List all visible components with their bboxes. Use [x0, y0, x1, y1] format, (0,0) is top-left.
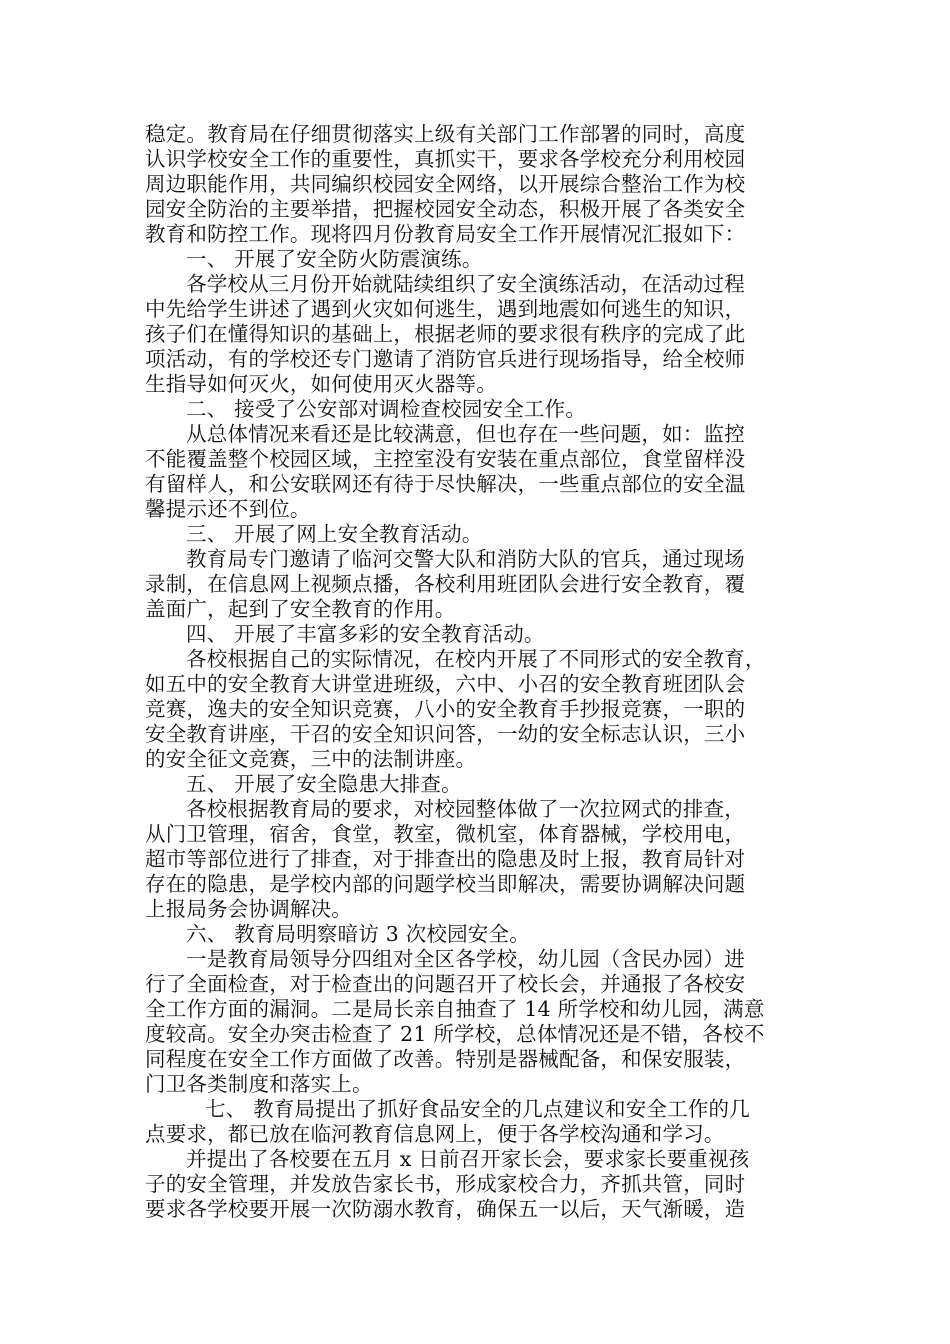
- text-line: 从门卫管理，宿舍，食堂，教室，微机室，体育器械，学校用电，: [145, 822, 746, 846]
- text-line: 三、 开展了网上安全教育活动。: [186, 522, 483, 546]
- text-line: 教育局专门邀请了临河交警大队和消防大队的官兵，通过现场: [186, 547, 745, 571]
- text-line: 中先给学生讲述了遇到火灾如何逃生，遇到地震如何逃生的知识，: [145, 297, 746, 321]
- text-line: 各校根据自己的实际情况，在校内开展了不同形式的安全教育，: [186, 647, 766, 671]
- text-line: 度较高。安全办突击检查了 21 所学校，总体情况还是不错，各校不: [145, 1022, 765, 1046]
- text-line: 如五中的安全教育大讲堂进班级，六中、小召的安全教育班团队会: [145, 672, 746, 696]
- text-line: 六、 教育局明察暗访 3 次校园安全。: [186, 922, 530, 946]
- text-line: 园安全防治的主要举措，把握校园安全动态，积极开展了各类安全: [145, 197, 746, 221]
- text-line: 生指导如何灭火，如何使用灭火器等。: [145, 372, 497, 396]
- text-line: 周边职能作用，共同编织校园安全网络，以开展综合整治工作为校: [145, 172, 746, 196]
- text-line: 的安全征文竞赛，三中的法制讲座。: [145, 747, 477, 771]
- text-line: 七、 教育局提出了抓好食品安全的几点建议和安全工作的几: [205, 1097, 750, 1121]
- text-line: 各校根据教育局的要求，对校园整体做了一次拉网式的排查，: [186, 797, 745, 821]
- text-line: 要求各学校要开展一次防溺水教育，确保五一以后，天气渐暖，造: [145, 1197, 746, 1221]
- text-line: 孩子们在懂得知识的基础上，根据老师的要求很有秩序的完成了此: [145, 322, 746, 346]
- text-line: 存在的隐患，是学校内部的问题学校当即解决，需要协调解决问题: [145, 872, 746, 896]
- text-line: 馨提示还不到位。: [145, 497, 311, 521]
- text-line: 并提出了各校要在五月 x 日前召开家长会，要求家长要重视孩: [186, 1147, 750, 1171]
- text-line: 有留样人，和公安联网还有待于尽快解决，一些重点部位的安全温: [145, 472, 746, 496]
- text-line: 四、 开展了丰富多彩的安全教育活动。: [186, 622, 545, 646]
- text-line: 五、 开展了安全隐患大排查。: [186, 772, 462, 796]
- text-line: 一、 开展了安全防火防震演练。: [186, 247, 483, 271]
- text-line: 项活动，有的学校还专门邀请了消防官兵进行现场指导，给全校师: [145, 347, 746, 371]
- text-line: 二、 接受了公安部对调检查校园安全工作。: [186, 397, 587, 421]
- text-line: 各学校从三月份开始就陆续组织了安全演练活动，在活动过程: [186, 272, 745, 296]
- text-line: 门卫各类制度和落实上。: [145, 1072, 373, 1096]
- text-line: 同程度在安全工作方面做了改善。特别是器械配备，和保安服装，: [145, 1047, 746, 1071]
- text-line: 子的安全管理，并发放告家长书，形成家校合力，齐抓共管，同时: [145, 1172, 746, 1196]
- text-line: 点要求，都已放在临河教育信息网上，便于各学校沟通和学习。: [145, 1122, 725, 1146]
- text-line: 竞赛，逸夫的安全知识竞赛，八小的安全教育手抄报竞赛，一职的: [145, 697, 746, 721]
- document-body: [145, 122, 828, 1222]
- text-line: 稳定。教育局在仔细贯彻落实上级有关部门工作部署的同时，高度: [145, 122, 746, 146]
- text-line: 超市等部位进行了排查，对于排查出的隐患及时上报，教育局针对: [145, 847, 746, 871]
- text-line: 安全教育讲座，干召的安全知识问答，一幼的安全标志认识，三小: [145, 722, 746, 746]
- text-line: 不能覆盖整个校园区域，主控室没有安装在重点部位，食堂留样没: [145, 447, 746, 471]
- text-line: 从总体情况来看还是比较满意，但也存在一些问题，如：监控: [186, 422, 745, 446]
- text-line: 一是教育局领导分四组对全区各学校，幼儿园（含民办园）进: [186, 947, 745, 971]
- text-line: 全工作方面的漏洞。二是局长亲自抽查了 14 所学校和幼儿园，满意: [145, 997, 765, 1021]
- text-line: 行了全面检查，对于检查出的问题召开了校长会，并通报了各校安: [145, 972, 746, 996]
- text-line: 教育和防控工作。现将四月份教育局安全工作开展情况汇报如下：: [145, 222, 746, 246]
- text-line: 上报局务会协调解决。: [145, 897, 352, 921]
- text-line: 盖面广，起到了安全教育的作用。: [145, 597, 456, 621]
- text-line: 认识学校安全工作的重要性，真抓实干，要求各学校充分利用校园: [145, 147, 746, 171]
- text-line: 录制，在信息网上视频点播，各校利用班团队会进行安全教育，覆: [145, 572, 746, 596]
